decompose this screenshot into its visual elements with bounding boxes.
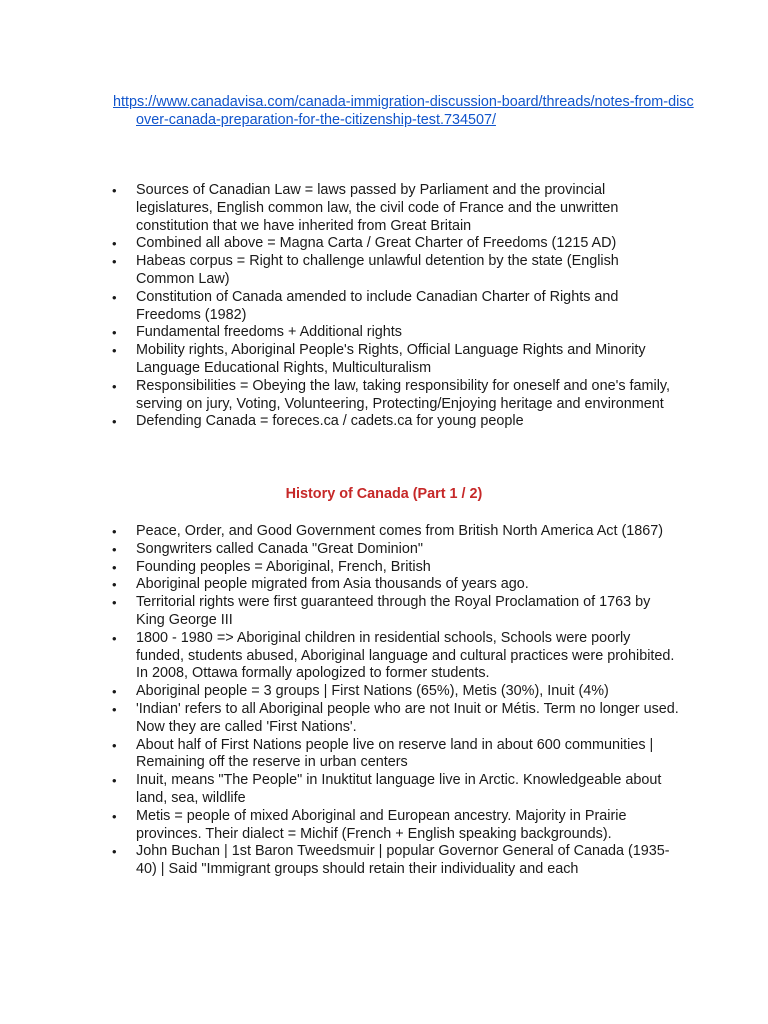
- history-list: [0, 523, 768, 879]
- list-item: • 1800 - 1980 => Aboriginal children in residential schools, Schools were poorly funded, students abused, Aboriginal language and cultural practices were prohibited. In 2008, Ottawa formally apologized to former students.: [0, 630, 768, 683]
- source-link-block: [113, 94, 696, 129]
- list-item: • Aboriginal people = 3 groups | First Nations (65%), Metis (30%), Inuit (4%): [0, 683, 768, 701]
- list-item: • Metis = people of mixed Aboriginal and European ancestry. Majority in Prairie provinces. Their dialect = Michif (French + English speaking backgrounds).: [0, 808, 768, 844]
- list-item: • Mobility rights, Aboriginal People's Rights, Official Language Rights and Minority Language Educational Rights, Multiculturalism: [0, 342, 768, 378]
- list-item: • Responsibilities = Obeying the law, taking responsibility for oneself and one's family, serving on jury, Voting, Volunteering, Protecting/Enjoying heritage and environment: [0, 378, 768, 414]
- list-item: • About half of First Nations people live on reserve land in about 600 communities | Remaining off the reserve in urban centers: [0, 737, 768, 773]
- list-item: • Songwriters called Canada "Great Dominion": [0, 541, 768, 559]
- list-item: • 'Indian' refers to all Aboriginal people who are not Inuit or Métis. Term no longer used. Now they are called 'First Nations'.: [0, 701, 768, 737]
- list-item: • Habeas corpus = Right to challenge unlawful detention by the state (English Common Law): [0, 253, 768, 289]
- list-item: • Constitution of Canada amended to include Canadian Charter of Rights and Freedoms (1982): [0, 289, 768, 325]
- list-item: • Aboriginal people migrated from Asia thousands of years ago.: [0, 576, 768, 594]
- list-item: • John Buchan | 1st Baron Tweedsmuir | popular Governor General of Canada (1935-40) | Said "Immigrant groups should retain their individuality and each: [0, 843, 768, 879]
- list-item: • Inuit, means "The People" in Inuktitut language live in Arctic. Knowledgeable about land, sea, wildlife: [0, 772, 768, 808]
- list-item: • Sources of Canadian Law = laws passed by Parliament and the provincial legislatures, English common law, the civil code of France and the unwritten constitution that we have inherited from Great Britain: [0, 182, 768, 235]
- list-item: • Peace, Order, and Good Government comes from British North America Act (1867): [0, 523, 768, 541]
- list-item: • Defending Canada = foreces.ca / cadets.ca for young people: [0, 413, 768, 431]
- law-rights-list: [0, 182, 768, 431]
- source-link[interactable]: https://www.canadavisa.com/canada-immigration-discussion-board/threads/notes-from-discover-canada-preparation-for-the-citizenship-test.734507/: [113, 94, 694, 128]
- list-item: • Founding peoples = Aboriginal, French, British: [0, 559, 768, 577]
- list-item: • Territorial rights were first guaranteed through the Royal Proclamation of 1763 by King George III: [0, 594, 768, 630]
- list-item: • Fundamental freedoms + Additional rights: [0, 324, 768, 342]
- section-heading: History of Canada (Part 1 / 2): [285, 486, 483, 502]
- list-item: • Combined all above = Magna Carta / Great Charter of Freedoms (1215 AD): [0, 235, 768, 253]
